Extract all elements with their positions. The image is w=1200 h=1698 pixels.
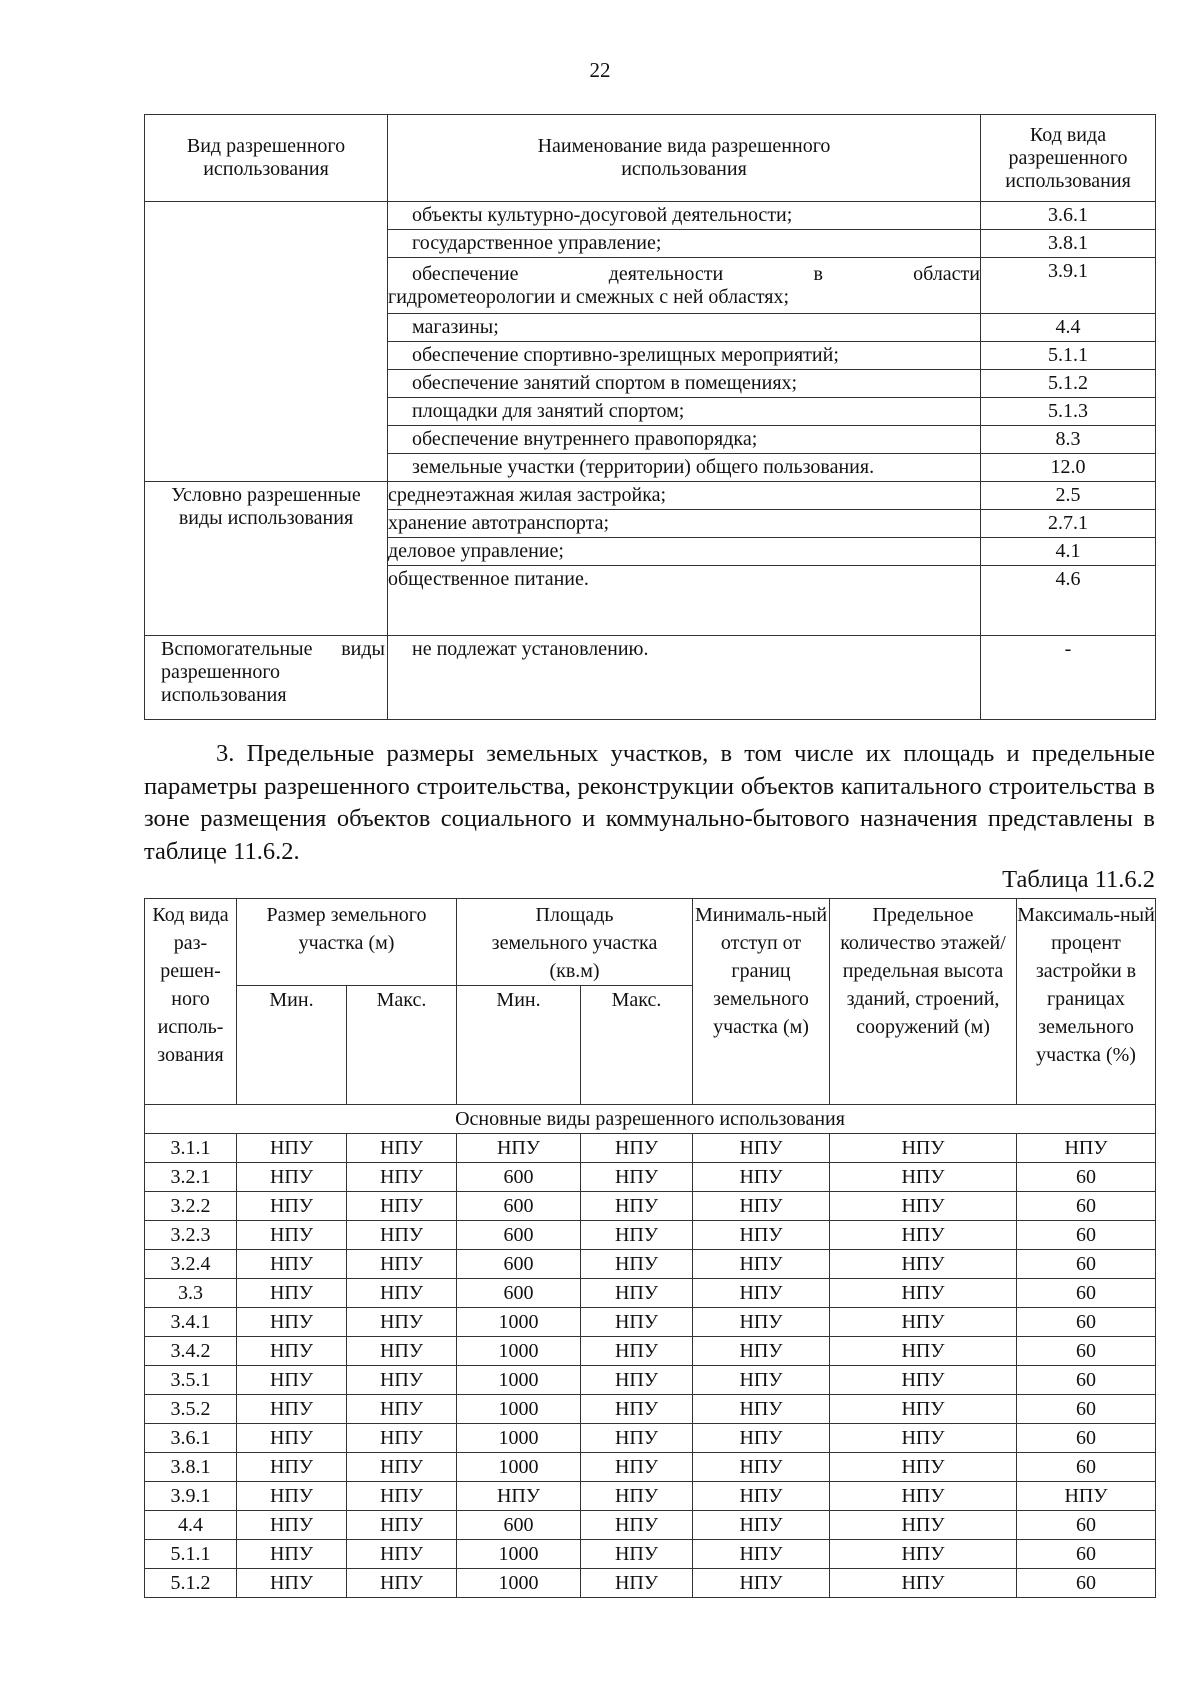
header-size-min: Мин. xyxy=(237,986,347,1105)
section-row xyxy=(145,1105,1156,1134)
cell-code: 5.1.2 xyxy=(145,1569,237,1598)
cell-code: 3.2.2 xyxy=(145,1192,237,1221)
cell-area-min: НПУ xyxy=(457,1134,581,1163)
cell-setback: НПУ xyxy=(693,1511,830,1540)
auxiliary-uses-label: Вспомогательные виды разрешенного использования xyxy=(145,636,388,720)
cell-size-max: НПУ xyxy=(347,1540,457,1569)
cell-area-min: 1000 xyxy=(457,1453,581,1482)
cell-area-max: НПУ xyxy=(581,1482,693,1511)
table-row xyxy=(145,1395,1156,1424)
cell-coverage: 60 xyxy=(1017,1308,1156,1337)
cell-setback: НПУ xyxy=(693,1395,830,1424)
cell-coverage: НПУ xyxy=(1017,1134,1156,1163)
header-floors: Предельное количество этажей/ предельная высота зданий, строений, сооружений (м) xyxy=(830,899,1017,1105)
cell-setback: НПУ xyxy=(693,1453,830,1482)
cell-coverage: НПУ xyxy=(1017,1482,1156,1511)
cell-code: 5.1.1 xyxy=(145,1540,237,1569)
cell-code: 3.2.3 xyxy=(145,1221,237,1250)
cell-area-max: НПУ xyxy=(581,1540,693,1569)
header-setback: Минималь-ный отступ от границ земельного участка (м) xyxy=(693,899,830,1105)
table-row xyxy=(145,1482,1156,1511)
header-code: Код вида раз-решен-ного исполь-зования xyxy=(145,899,237,1105)
cell-coverage: 60 xyxy=(1017,1163,1156,1192)
table-row xyxy=(145,1337,1156,1366)
cell-floors: НПУ xyxy=(830,1250,1017,1279)
cell-code: 3.5.2 xyxy=(145,1395,237,1424)
table-row xyxy=(145,1569,1156,1598)
cell-size-min: НПУ xyxy=(237,1395,347,1424)
use-name: хранение автотранспорта; xyxy=(388,510,981,538)
cell-coverage: 60 xyxy=(1017,1395,1156,1424)
parameters-table xyxy=(144,898,1156,1598)
cell-area-max: НПУ xyxy=(581,1395,693,1424)
cell-size-max: НПУ xyxy=(347,1221,457,1250)
table-row xyxy=(145,1221,1156,1250)
cell-coverage: 60 xyxy=(1017,1337,1156,1366)
cell-setback: НПУ xyxy=(693,1482,830,1511)
table-row xyxy=(145,1163,1156,1192)
cell-area-max: НПУ xyxy=(581,1221,693,1250)
cell-area-min: 1000 xyxy=(457,1366,581,1395)
use-name: обеспечение деятельности в области гидрометеорологии и смежных с ней областях; xyxy=(388,258,981,314)
cell-size-max: НПУ xyxy=(347,1134,457,1163)
cell-size-min: НПУ xyxy=(237,1134,347,1163)
cell-size-max: НПУ xyxy=(347,1453,457,1482)
table-caption: Таблица 11.6.2 xyxy=(1002,866,1155,893)
cell-area-min: 1000 xyxy=(457,1540,581,1569)
cell-setback: НПУ xyxy=(693,1366,830,1395)
cell-setback: НПУ xyxy=(693,1540,830,1569)
use-code: 4.4 xyxy=(981,314,1156,342)
header-size-max: Макс. xyxy=(347,986,457,1105)
use-code: 5.1.1 xyxy=(981,342,1156,370)
main-uses-cell xyxy=(145,202,388,482)
cell-code: 3.6.1 xyxy=(145,1424,237,1453)
cell-size-min: НПУ xyxy=(237,1279,347,1308)
cell-area-max: НПУ xyxy=(581,1337,693,1366)
section-paragraph: 3. Предельные размеры земельных участков, в том числе их площадь и предельные параметры разрешенного строительства, реконструкции объектов капитального строительства в зоне размещения объектов социального и коммунально-бытового назначения представлены в таблице 11.6.2. xyxy=(144,740,1155,865)
cell-floors: НПУ xyxy=(830,1192,1017,1221)
use-code: 2.5 xyxy=(981,482,1156,510)
use-code: 12.0 xyxy=(981,454,1156,482)
conditional-uses-label: Условно разрешенные виды использования xyxy=(145,482,388,636)
cell-floors: НПУ xyxy=(830,1395,1017,1424)
cell-coverage: 60 xyxy=(1017,1366,1156,1395)
cell-area-min: 1000 xyxy=(457,1337,581,1366)
cell-setback: НПУ xyxy=(693,1308,830,1337)
cell-size-max: НПУ xyxy=(347,1511,457,1540)
cell-code: 3.1.1 xyxy=(145,1134,237,1163)
use-name: магазины; xyxy=(388,314,981,342)
permitted-use-table xyxy=(144,114,1156,720)
cell-size-min: НПУ xyxy=(237,1569,347,1598)
cell-floors: НПУ xyxy=(830,1308,1017,1337)
table-row xyxy=(145,1279,1156,1308)
cell-size-max: НПУ xyxy=(347,1569,457,1598)
cell-coverage: 60 xyxy=(1017,1424,1156,1453)
cell-size-max: НПУ xyxy=(347,1192,457,1221)
cell-size-max: НПУ xyxy=(347,1424,457,1453)
cell-setback: НПУ xyxy=(693,1337,830,1366)
cell-size-max: НПУ xyxy=(347,1163,457,1192)
use-code: 3.6.1 xyxy=(981,202,1156,230)
cell-code: 3.2.1 xyxy=(145,1163,237,1192)
cell-floors: НПУ xyxy=(830,1221,1017,1250)
header-plot-area: Площадь земельного участка (кв.м) xyxy=(457,899,693,986)
table-row xyxy=(145,1308,1156,1337)
table-row xyxy=(145,1134,1156,1163)
cell-area-max: НПУ xyxy=(581,1366,693,1395)
cell-floors: НПУ xyxy=(830,1540,1017,1569)
cell-size-min: НПУ xyxy=(237,1482,347,1511)
cell-coverage: 60 xyxy=(1017,1511,1156,1540)
use-code: 5.1.3 xyxy=(981,398,1156,426)
use-name: обеспечение спортивно-зрелищных мероприятий; xyxy=(388,342,981,370)
cell-setback: НПУ xyxy=(693,1163,830,1192)
parameters-table-body xyxy=(145,1134,1156,1598)
cell-size-min: НПУ xyxy=(237,1540,347,1569)
header-coverage: Максималь-ный процент застройки в границах земельного участка (%) xyxy=(1017,899,1156,1105)
use-code: 3.8.1 xyxy=(981,230,1156,258)
cell-coverage: 60 xyxy=(1017,1221,1156,1250)
cell-code: 3.3 xyxy=(145,1279,237,1308)
cell-floors: НПУ xyxy=(830,1134,1017,1163)
cell-size-max: НПУ xyxy=(347,1366,457,1395)
cell-coverage: 60 xyxy=(1017,1250,1156,1279)
use-name: государственное управление; xyxy=(388,230,981,258)
cell-setback: НПУ xyxy=(693,1569,830,1598)
cell-size-max: НПУ xyxy=(347,1337,457,1366)
cell-area-min: 1000 xyxy=(457,1424,581,1453)
cell-size-min: НПУ xyxy=(237,1366,347,1395)
cell-area-min: 600 xyxy=(457,1250,581,1279)
cell-size-min: НПУ xyxy=(237,1308,347,1337)
table-row xyxy=(145,202,1156,230)
use-name: обеспечение внутреннего правопорядка; xyxy=(388,426,981,454)
cell-floors: НПУ xyxy=(830,1453,1017,1482)
use-name: деловое управление; xyxy=(388,538,981,566)
use-name: не подлежат установлению. xyxy=(388,636,981,720)
use-name: объекты культурно-досуговой деятельности; xyxy=(388,202,981,230)
cell-area-max: НПУ xyxy=(581,1453,693,1482)
use-name: общественное питание. xyxy=(388,566,981,636)
cell-setback: НПУ xyxy=(693,1134,830,1163)
cell-code: 3.5.1 xyxy=(145,1366,237,1395)
header-use-code: Код вида разрешенного использования xyxy=(981,115,1156,202)
cell-coverage: 60 xyxy=(1017,1192,1156,1221)
cell-code: 3.4.1 xyxy=(145,1308,237,1337)
cell-coverage: 60 xyxy=(1017,1569,1156,1598)
cell-size-max: НПУ xyxy=(347,1395,457,1424)
cell-area-max: НПУ xyxy=(581,1511,693,1540)
table-row xyxy=(145,1511,1156,1540)
cell-area-min: 1000 xyxy=(457,1395,581,1424)
use-name: обеспечение занятий спортом в помещениях; xyxy=(388,370,981,398)
cell-area-min: НПУ xyxy=(457,1482,581,1511)
cell-floors: НПУ xyxy=(830,1482,1017,1511)
cell-floors: НПУ xyxy=(830,1163,1017,1192)
cell-area-max: НПУ xyxy=(581,1163,693,1192)
use-name: площадки для занятий спортом; xyxy=(388,398,981,426)
cell-size-min: НПУ xyxy=(237,1221,347,1250)
header-use-type: Вид разрешенного использования xyxy=(145,115,388,202)
section-title: Основные виды разрешенного использования xyxy=(145,1105,1156,1134)
cell-setback: НПУ xyxy=(693,1250,830,1279)
cell-area-max: НПУ xyxy=(581,1250,693,1279)
use-code: 4.1 xyxy=(981,538,1156,566)
cell-floors: НПУ xyxy=(830,1279,1017,1308)
cell-floors: НПУ xyxy=(830,1424,1017,1453)
cell-area-max: НПУ xyxy=(581,1424,693,1453)
cell-coverage: 60 xyxy=(1017,1279,1156,1308)
cell-area-max: НПУ xyxy=(581,1192,693,1221)
cell-area-min: 600 xyxy=(457,1163,581,1192)
use-name: среднеэтажная жилая застройка; xyxy=(388,482,981,510)
cell-size-min: НПУ xyxy=(237,1163,347,1192)
cell-size-min: НПУ xyxy=(237,1250,347,1279)
cell-code: 3.8.1 xyxy=(145,1453,237,1482)
cell-area-max: НПУ xyxy=(581,1569,693,1598)
cell-area-max: НПУ xyxy=(581,1134,693,1163)
cell-code: 3.4.2 xyxy=(145,1337,237,1366)
cell-setback: НПУ xyxy=(693,1424,830,1453)
header-area-min: Мин. xyxy=(457,986,581,1105)
cell-floors: НПУ xyxy=(830,1511,1017,1540)
cell-area-min: 600 xyxy=(457,1221,581,1250)
cell-size-max: НПУ xyxy=(347,1279,457,1308)
cell-setback: НПУ xyxy=(693,1279,830,1308)
cell-area-min: 1000 xyxy=(457,1569,581,1598)
cell-area-min: 600 xyxy=(457,1511,581,1540)
cell-code: 3.2.4 xyxy=(145,1250,237,1279)
cell-area-min: 1000 xyxy=(457,1308,581,1337)
cell-size-max: НПУ xyxy=(347,1482,457,1511)
use-code: 8.3 xyxy=(981,426,1156,454)
use-code: 3.9.1 xyxy=(981,258,1156,314)
cell-code: 4.4 xyxy=(145,1511,237,1540)
header-plot-size: Размер земельного участка (м) xyxy=(237,899,457,986)
cell-code: 3.9.1 xyxy=(145,1482,237,1511)
cell-floors: НПУ xyxy=(830,1366,1017,1395)
table-header-row xyxy=(145,899,1156,986)
header-area-max: Макс. xyxy=(581,986,693,1105)
table-header-row xyxy=(145,115,1156,202)
use-name: земельные участки (территории) общего пользования. xyxy=(388,454,981,482)
cell-size-min: НПУ xyxy=(237,1192,347,1221)
table-row xyxy=(145,1250,1156,1279)
use-code: 4.6 xyxy=(981,566,1156,636)
cell-floors: НПУ xyxy=(830,1569,1017,1598)
cell-area-max: НПУ xyxy=(581,1279,693,1308)
table-row xyxy=(145,1453,1156,1482)
table-row xyxy=(145,636,1156,720)
cell-size-min: НПУ xyxy=(237,1337,347,1366)
table-row xyxy=(145,482,1156,510)
cell-area-max: НПУ xyxy=(581,1308,693,1337)
page-number: 22 xyxy=(589,58,611,82)
cell-coverage: 60 xyxy=(1017,1540,1156,1569)
table-row xyxy=(145,1540,1156,1569)
cell-size-min: НПУ xyxy=(237,1453,347,1482)
cell-setback: НПУ xyxy=(693,1221,830,1250)
cell-floors: НПУ xyxy=(830,1337,1017,1366)
header-use-name: Наименование вида разрешенного использования xyxy=(388,115,981,202)
use-code: 2.7.1 xyxy=(981,510,1156,538)
cell-coverage: 60 xyxy=(1017,1453,1156,1482)
cell-size-min: НПУ xyxy=(237,1511,347,1540)
cell-size-max: НПУ xyxy=(347,1308,457,1337)
use-code: - xyxy=(981,636,1156,720)
cell-area-min: 600 xyxy=(457,1279,581,1308)
cell-setback: НПУ xyxy=(693,1192,830,1221)
table-row xyxy=(145,1366,1156,1395)
cell-size-min: НПУ xyxy=(237,1424,347,1453)
use-code: 5.1.2 xyxy=(981,370,1156,398)
cell-size-max: НПУ xyxy=(347,1250,457,1279)
table-row xyxy=(145,1192,1156,1221)
table-row xyxy=(145,1424,1156,1453)
cell-area-min: 600 xyxy=(457,1192,581,1221)
